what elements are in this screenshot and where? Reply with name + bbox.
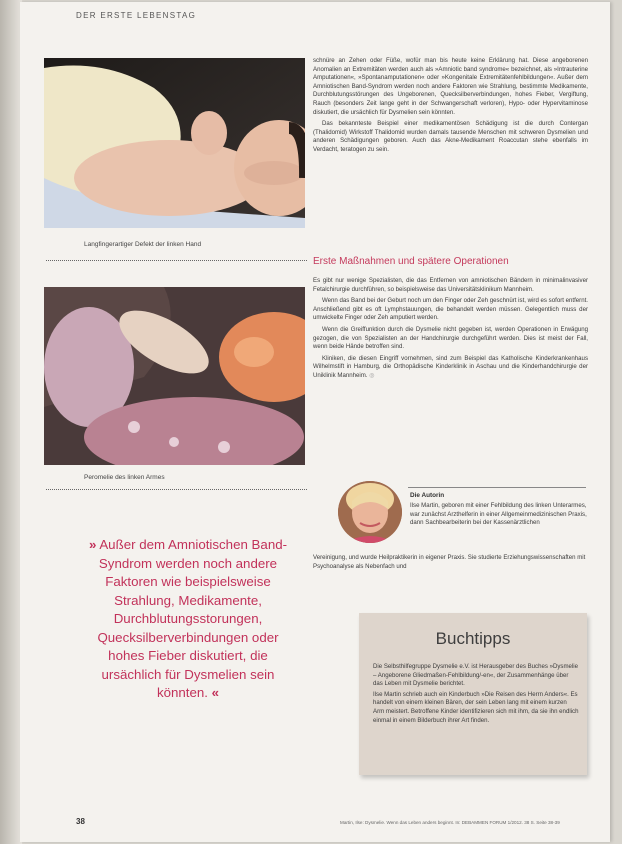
- book-tip-paragraph: Die Selbsthilfegruppe Dysmelie e.V. ist Herausgeber des Buches »Dysmelie – Angeborene Gliedmaßen-Fehlbildung/-en«, der Zusammenhänge über das Leben mit Dysmelie berichtet.: [373, 663, 579, 688]
- close-quote-mark: «: [211, 685, 220, 700]
- pull-quote-text: Außer dem Amniotischen Band-Syndrom werden noch andere Faktoren wie beispielsweise Strahlung, Medikamente, Durchblutungsstorungen, Quecksilberverbindungen oder hohes Fieber diskutiert, die ursächlich für Dysmelien sein könnten.: [97, 537, 288, 700]
- doll-photo: [44, 287, 305, 465]
- footer-citation: Martin, Ilse: Dysmelie. Wenn das Leben anders beginnt. In: DEBAMMEN FORUM 1/2012. 38 S. Seite 38-39: [340, 820, 560, 825]
- article-paragraph: Das bekannteste Beispiel einer medikamentösen Schädigung ist die durch Contergan (Thalidomid) Wirkstoff Thalidomid wurden damals tausende Menschen mit schweren Dysmelien und anderen Schädigungen geboren. Auch das Akne-Medikament Roaccutan stehe ebenfalls im Verdacht, teratogen zu sein.: [313, 120, 588, 153]
- caption-divider-2: [46, 489, 307, 490]
- author-divider: [408, 487, 586, 488]
- open-quote-mark: »: [88, 537, 97, 552]
- spine-shadow: [0, 0, 22, 844]
- book-tips-text: [373, 663, 579, 727]
- author-heading: Die Autorin: [410, 492, 445, 499]
- article-paragraph: Wenn das Band bei der Geburt noch um den Finger oder Zeh geschnürt ist, wird es sofort entfernt. Anschließend gibt es oft Lymphstauungen, die behandelt werden müssen. Gelegentlich muss der umwickelte Finger oder Zeh amputiert werden.: [313, 297, 588, 322]
- caption-divider-1: [46, 260, 307, 261]
- end-of-article-icon: ◎: [369, 372, 375, 379]
- article-paragraph: Es gibt nur wenige Spezialisten, die das Entfernen von amniotischen Bändern in minimalinvasiver Fetalchirurgie durchführen, so beispielsweise das Universitätsklinikum Mannheim.: [313, 277, 588, 293]
- article-text-top: [313, 57, 588, 158]
- article-paragraph: schnüre an Zehen oder Füße, wofür man bis heute keine Erklärung hat. Diese angeborenen Anomalien an Extremitäten werden auch als »Amniotic band syndrome« bezeichnet, als »Intrauterine Amputationen«, »Spontanamputationen« oder »Kongenitale Extremitätenfehlbildungen«. Außer dem Amniotischen Band-Syndrom werden noch andere Faktoren wie Strahlung, bestimmte Medikamente, Durchblutungsstörungen des Ungeborenen, Quecksilberverbindungen, hohes Fieber, Vergiftung, Rauch (besonders Zeit lange geht in der Schwangerschaft verloren), Hypo- oder Hypervitaminose diskutiert, die ursächlich für Dysmelien sein könnten.: [313, 57, 588, 116]
- page-number: 38: [76, 817, 85, 826]
- baby-photo-caption: Langfingerartiger Defekt der linken Hand: [84, 241, 202, 248]
- pull-quote: [78, 536, 298, 703]
- section-subheading: Erste Maßnahmen und spätere Operationen: [313, 256, 509, 267]
- book-tips-heading: Buchtipps: [435, 629, 511, 648]
- book-tips-box: [359, 613, 587, 775]
- author-avatar: [338, 481, 402, 543]
- running-title: DER ERSTE LEBENSTAG: [76, 11, 197, 20]
- article-paragraph: Wenn die Greiffunktion durch die Dysmelie nicht gegeben ist, werden Operationen in Erwägung gezogen, die von Spezialisten an der Handchirurgie durchgeführt werden. Dies ist meist der Fall, wenn beide Hände betroffen sind.: [313, 325, 588, 351]
- article-paragraph: Kliniken, die diesen Eingriff vornehmen, sind zum Beispiel das Katholische Kinderkrankenhaus Wilhelmstift in Hamburg, die Orthopädische Kinderklinik in Aschau und die Kinderhandchirurgie der Uniklinik Mannheim.: [313, 354, 588, 379]
- author-bio-continued: Vereinigung, und wurde Heilpraktikerin in eigener Praxis. Sie studierte Erziehungswissenschaften mit Psychoanalyse als Nebenfach und: [313, 554, 586, 570]
- doll-photo-caption: Peromelie des linken Armes: [84, 474, 165, 481]
- author-bio: Ilse Martin, geboren mit einer Fehlbildung des linken Unterarmes, war zunächst Arzthelferin in einer Allgemeinmedizinischen Praxis, dann Sachbearbeiterin bei der Kassenärztlichen: [410, 502, 587, 527]
- book-tip-paragraph: Ilse Martin schrieb auch ein Kinderbuch »Die Reisen des Herrn Anders«. Es handelt von einem kleinen Bären, der sein Leben lang mit einem kurzen Arm meistert. Betroffene Kinder identifizieren sich mit ihm, da sie ihn endlich einmal in einem Bilderbuch ihrer Art finden.: [373, 690, 579, 724]
- article-text-bottom: [313, 277, 588, 384]
- baby-photo: [44, 58, 305, 228]
